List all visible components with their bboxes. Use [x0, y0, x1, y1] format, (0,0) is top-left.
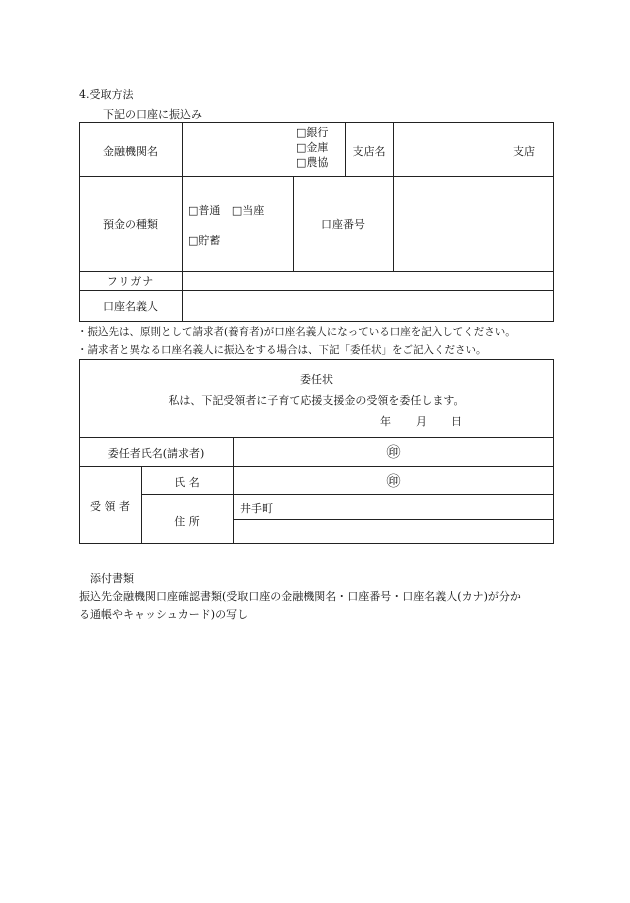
- date-day: 日: [451, 415, 462, 428]
- holder-label: 口座名義人: [103, 300, 158, 313]
- note-2: ・請求者と異なる口座名義人に振込をする場合は、下記「委任状」をご記入ください。: [77, 344, 487, 356]
- attachments-line1: 振込先金融機関口座確認書類(受取口座の金融機関名・口座番号・口座名義人(カナ)が分か: [79, 590, 521, 603]
- deposit-options-row1[interactable]: □普通 □当座: [188, 204, 265, 217]
- option-nokyo[interactable]: □農協: [296, 156, 329, 169]
- date-year: 年: [380, 415, 391, 428]
- section-title: 4.受取方法: [79, 88, 134, 101]
- attachments-line2: る通帳やキャッシュカード)の写し: [79, 608, 249, 621]
- option-shinkin[interactable]: □金庫: [296, 141, 329, 154]
- date-month: 月: [416, 415, 427, 428]
- institution-label: 金融機関名: [103, 145, 158, 158]
- section-subtitle: 下記の口座に振込み: [103, 108, 202, 121]
- receiver-label: 受 領 者: [90, 500, 130, 513]
- attachments-heading: 添付書類: [90, 572, 134, 585]
- receiver-address-value: 井手町: [240, 502, 273, 515]
- branch-suffix: 支店: [513, 145, 535, 158]
- branch-label: 支店名: [352, 145, 386, 158]
- deposit-option-savings[interactable]: □貯蓄: [188, 234, 221, 247]
- receiver-address-label: 住 所: [174, 515, 200, 528]
- proxy-statement: 私は、下記受領者に子育て応援支援金の受領を委任します。: [168, 394, 465, 407]
- account-number-label: 口座番号: [321, 218, 365, 231]
- receiver-name-label: 氏 名: [174, 476, 200, 489]
- furigana-label: フリガナ: [106, 275, 155, 288]
- proxy-title: 委任状: [300, 373, 333, 386]
- option-bank[interactable]: □銀行: [296, 126, 329, 139]
- delegator-label: 委任者氏名(請求者): [107, 447, 205, 460]
- delegator-seal: ㊞: [386, 445, 401, 461]
- receiver-seal: ㊞: [386, 474, 401, 490]
- deposit-type-label: 預金の種類: [103, 218, 158, 231]
- note-1: ・振込先は、原則として請求者(養育者)が口座名義人になっている口座を記入してください。: [77, 326, 516, 338]
